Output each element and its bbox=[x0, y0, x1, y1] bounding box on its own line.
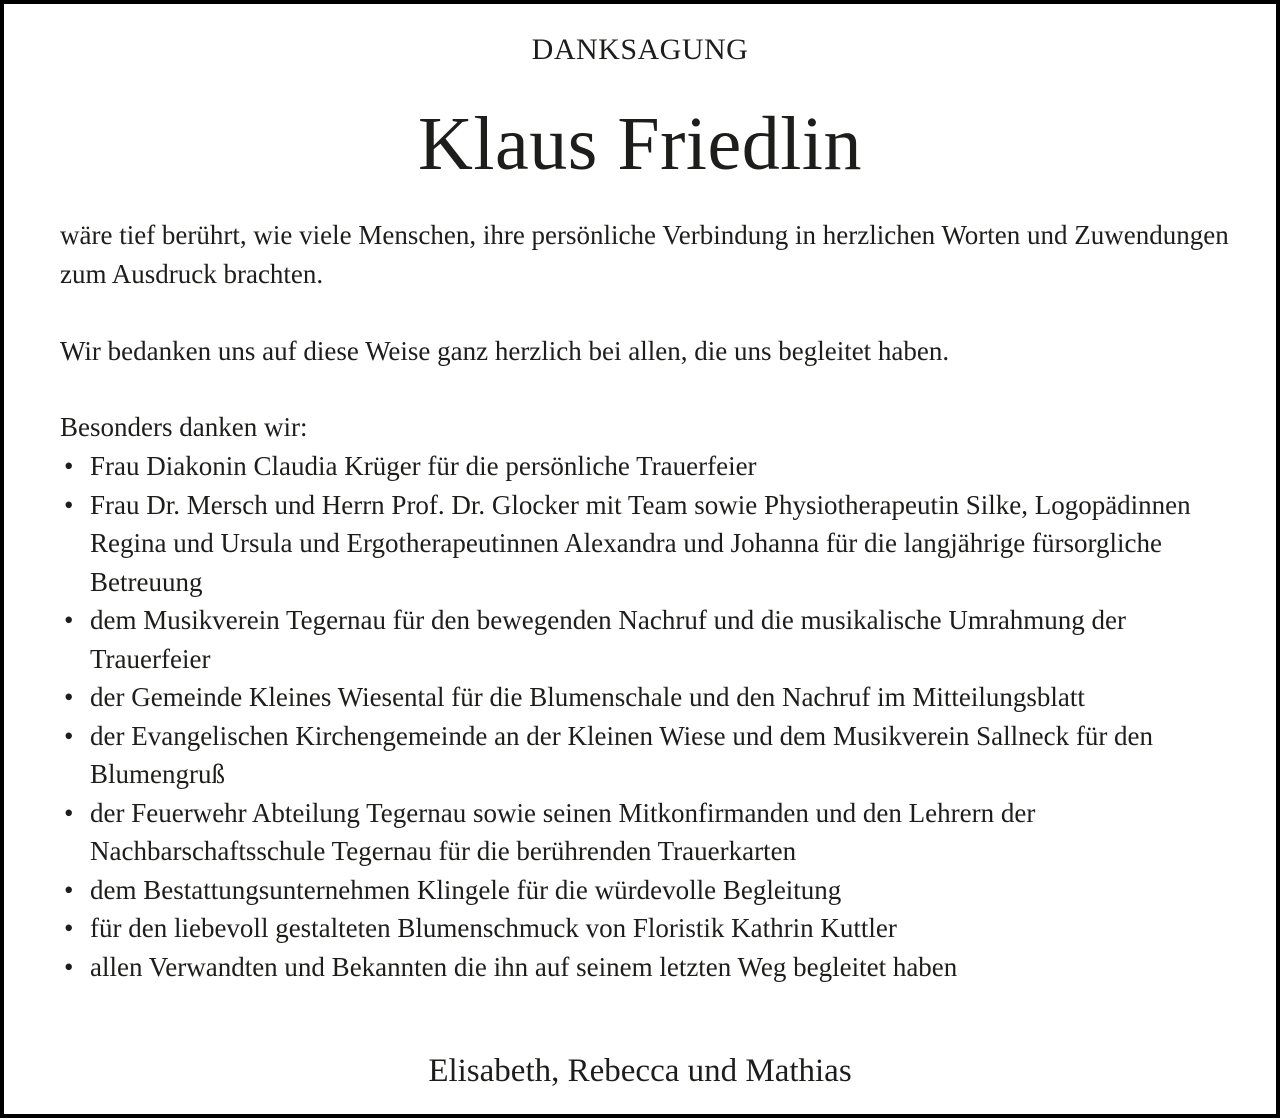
list-item bbox=[60, 948, 1230, 987]
bullet-icon: • bbox=[64, 951, 74, 982]
special-thanks-heading: Besonders danken wir: bbox=[60, 412, 308, 442]
bullet-icon: • bbox=[64, 451, 74, 481]
bullet-icon: • bbox=[64, 797, 74, 828]
list-item-text: dem Bestattungsunternehmen Klingele für die würdevolle Begleitung bbox=[90, 874, 842, 905]
list-item-text: für den liebevoll gestalteten Blumenschmuck von Floristik Kathrin Kuttler bbox=[90, 913, 897, 943]
list-item-text: Frau Diakonin Claudia Krüger für die persönliche Trauerfeier bbox=[90, 451, 757, 481]
deceased-name: Klaus Friedlin bbox=[418, 102, 862, 186]
list-item bbox=[60, 447, 1230, 486]
bullet-icon: • bbox=[64, 720, 74, 751]
list-item-text: der Feuerwehr Abteilung Tegernau sowie seinen Mitkonfirmanden und den Lehrern der Nachbarschaftsschule Tegernau für die berührenden Trauerkarten bbox=[90, 797, 1036, 866]
list-item bbox=[60, 794, 1230, 871]
bullet-icon: • bbox=[64, 874, 74, 905]
bullet-icon: • bbox=[64, 682, 74, 712]
list-item-text: allen Verwandten und Bekannten die ihn auf seinem letzten Weg begleitet haben bbox=[90, 951, 958, 982]
thanks-list bbox=[60, 447, 1230, 986]
signature: Elisabeth, Rebecca und Mathias bbox=[428, 1053, 852, 1089]
list-item bbox=[60, 678, 1230, 717]
list-item-text: der Evangelischen Kirchengemeinde an der Kleinen Wiese und dem Musikverein Sallneck für den Blumengruß bbox=[90, 720, 1154, 789]
list-item-text: der Gemeinde Kleines Wiesental für die Blumenschale und den Nachruf im Mitteilungsblatt bbox=[90, 682, 1085, 712]
list-item-text: dem Musikverein Tegernau für den bewegenden Nachruf und die musikalische Umrahmung der Trauerfeier bbox=[90, 605, 1127, 674]
bullet-icon: • bbox=[64, 489, 74, 520]
notice-heading: DANKSAGUNG bbox=[531, 33, 749, 66]
list-item bbox=[60, 871, 1230, 910]
thanks-paragraph: Wir bedanken uns auf diese Weise ganz herzlich bei allen, die uns begleitet haben. bbox=[60, 336, 950, 366]
list-item bbox=[60, 486, 1230, 602]
list-item bbox=[60, 601, 1230, 678]
list-item-text: Frau Dr. Mersch und Herrn Prof. Dr. Glocker mit Team sowie Physiotherapeutin Silke, Logopädinnen Regina und Ursula und Ergotherapeutinnen Alexandra und Johanna für die langjährige fürsorgliche Betreuung bbox=[90, 489, 1191, 597]
list-item bbox=[60, 909, 1230, 948]
bullet-icon: • bbox=[64, 605, 74, 635]
intro-paragraph: wäre tief berührt, wie viele Menschen, ihre persönliche Verbindung in herzlichen Worten und Zuwendungen zum Ausdruck brachten. bbox=[60, 220, 1229, 289]
list-item bbox=[60, 717, 1230, 794]
bullet-icon: • bbox=[64, 913, 74, 943]
